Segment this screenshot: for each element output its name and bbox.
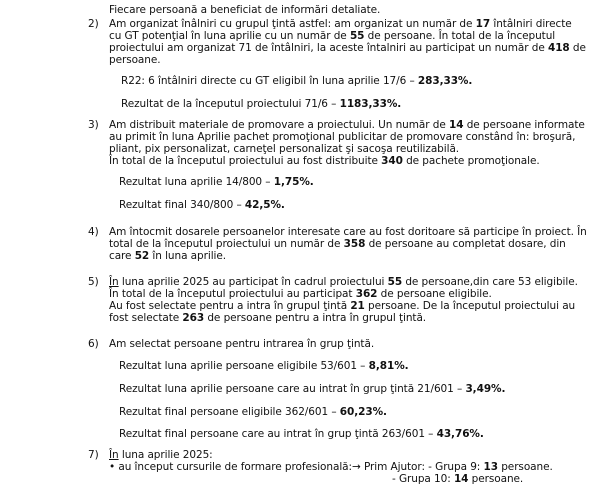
result-line: [119, 428, 484, 440]
text-segment: Rezultat de la începutul proiectului 71/6 –: [121, 98, 340, 110]
text-segment: Am selectat persoane pentru intrarea în grup ţintă.: [109, 338, 375, 350]
paragraph-line: [109, 312, 426, 324]
text-segment: R22: 6 întâlniri directe cu GT eligibil în luna aprilie 17/6 –: [121, 75, 418, 87]
list-item-number: 7): [88, 449, 99, 461]
text-segment: de persoane,din care 53 eligibile.: [402, 276, 578, 288]
paragraph-line: [109, 300, 575, 312]
paragraph-line: [109, 461, 553, 473]
text-segment: de persoane. În total de la începutul: [364, 30, 556, 42]
text-segment: - Grupa 10:: [392, 473, 454, 485]
result-line: [119, 176, 314, 188]
bold-value: 1183,33%.: [339, 98, 402, 110]
text-segment: luna aprilie 2025:: [118, 449, 213, 461]
text-segment: În total de la începutul proiectului au participat: [109, 288, 356, 300]
result-line: [121, 75, 472, 87]
result-line: [119, 360, 409, 372]
paragraph-line: [109, 54, 161, 66]
list-item-number: 2): [88, 18, 99, 30]
bold-value: 263: [182, 312, 205, 324]
text-segment: de pachete promoţionale.: [402, 155, 540, 167]
text-segment: de persoane pentru a intra în grupul ţintă.: [204, 312, 427, 324]
text-segment: persoane.: [468, 473, 524, 485]
text-segment: Rezultat final persoane care au intrat în grup ţintă 263/601 –: [119, 428, 437, 440]
text-segment: în luna aprilie.: [149, 250, 227, 262]
text-segment: Rezultat final persoane eligibile 362/601 –: [119, 406, 340, 418]
text-segment: întâlniri directe: [490, 18, 572, 30]
bold-value: 43,76%.: [436, 428, 484, 440]
text-segment: proiectului am organizat 71 de întâlniri, la aceste întalniri au participat un număr de: [109, 42, 548, 54]
bold-value: 60,23%.: [339, 406, 387, 418]
text-segment: de persoane eligibile.: [377, 288, 492, 300]
text-segment: persoane.: [109, 54, 161, 66]
bold-value: 283,33%.: [417, 75, 473, 87]
bold-value: 17: [475, 18, 491, 30]
text-segment: total de la începutul proiectului un număr de: [109, 238, 344, 250]
list-item-number: 5): [88, 276, 99, 288]
result-line: [121, 98, 401, 110]
paragraph-line: [109, 143, 459, 155]
bold-value: 14: [448, 119, 464, 131]
text-segment: au primit în luna Aprilie pachet promoţional publicitar de promovare constând în: broşură,: [109, 131, 576, 143]
text-segment: În: [109, 276, 119, 288]
text-segment: Am întocmit dosarele persoanelor interesate care au fost doritoare să participe în proiect. În: [109, 226, 587, 238]
text-segment: În: [109, 449, 119, 461]
result-line: [119, 199, 285, 211]
bold-value: 8,81%.: [368, 360, 409, 372]
paragraph-line: [109, 449, 213, 461]
paragraph-line: [109, 131, 575, 143]
paragraph-line: [109, 288, 492, 300]
bold-value: 13: [483, 461, 498, 473]
text-segment: persoane. De la începutul proiectului au: [364, 300, 576, 312]
bold-value: 1,75%.: [273, 176, 314, 188]
text-segment: Rezultat luna aprilie persoane eligibile 53/601 –: [119, 360, 369, 372]
paragraph-line: [392, 473, 523, 485]
paragraph-line: [109, 250, 226, 262]
bold-value: 42,5%.: [244, 199, 285, 211]
paragraph-line: [109, 18, 572, 30]
bold-value: 21: [350, 300, 365, 312]
text-segment: Am organizat înâlniri cu grupul ţintă astfel: am organizat un număr de: [109, 18, 476, 30]
paragraph-line: [109, 4, 380, 16]
text-segment: de persoane informate: [463, 119, 585, 131]
text-segment: de: [569, 42, 586, 54]
text-segment: În total de la începutul proiectului au fost distribuite: [109, 155, 382, 167]
text-segment: persoane.: [497, 461, 553, 473]
paragraph-line: [109, 119, 585, 131]
paragraph-line: [109, 30, 555, 42]
bold-value: 418: [547, 42, 570, 54]
list-item-number: 6): [88, 338, 99, 350]
result-line: [119, 383, 505, 395]
result-line: [119, 406, 387, 418]
bold-value: 55: [387, 276, 403, 288]
paragraph-line: [109, 338, 374, 350]
bold-value: 340: [381, 155, 403, 167]
list-item-number: 4): [88, 226, 99, 238]
text-segment: Fiecare persoană a beneficiat de informări detaliate.: [109, 4, 381, 16]
bold-value: 358: [343, 238, 366, 250]
text-segment: care: [109, 250, 135, 262]
paragraph-line: [109, 238, 566, 250]
text-segment: Au fost selectate pentru a intra în grupul ţintă: [109, 300, 351, 312]
text-segment: Rezultat final 340/800 –: [119, 199, 245, 211]
paragraph-line: [109, 155, 540, 167]
bold-value: 362: [355, 288, 378, 300]
text-segment: cu GT potenţial în luna aprilie cu un număr de: [109, 30, 350, 42]
text-segment: Rezultat luna aprilie persoane care au intrat în grup ţintă 21/601 –: [119, 383, 466, 395]
paragraph-line: [109, 276, 578, 288]
text-segment: • au început cursurile de formare profesională:→ Prim Ajutor: - Grupa 9:: [109, 461, 484, 473]
text-segment: de persoane au completat dosare, din: [365, 238, 566, 250]
text-segment: luna aprilie 2025 au participat în cadrul proiectului: [118, 276, 388, 288]
paragraph-line: [109, 42, 586, 54]
bold-value: 55: [349, 30, 365, 42]
text-segment: Am distribuit materiale de promovare a proiectului. Un număr de: [109, 119, 449, 131]
bold-value: 3,49%.: [465, 383, 506, 395]
bold-value: 14: [453, 473, 469, 485]
text-segment: Rezultat luna aprilie 14/800 –: [119, 176, 274, 188]
bold-value: 52: [134, 250, 150, 262]
paragraph-line: [109, 226, 587, 238]
text-segment: pliant, pix personalizat, carneţel personalizat şi sacoşa reutilizabilă.: [109, 143, 460, 155]
text-segment: fost selectate: [109, 312, 183, 324]
list-item-number: 3): [88, 119, 99, 131]
